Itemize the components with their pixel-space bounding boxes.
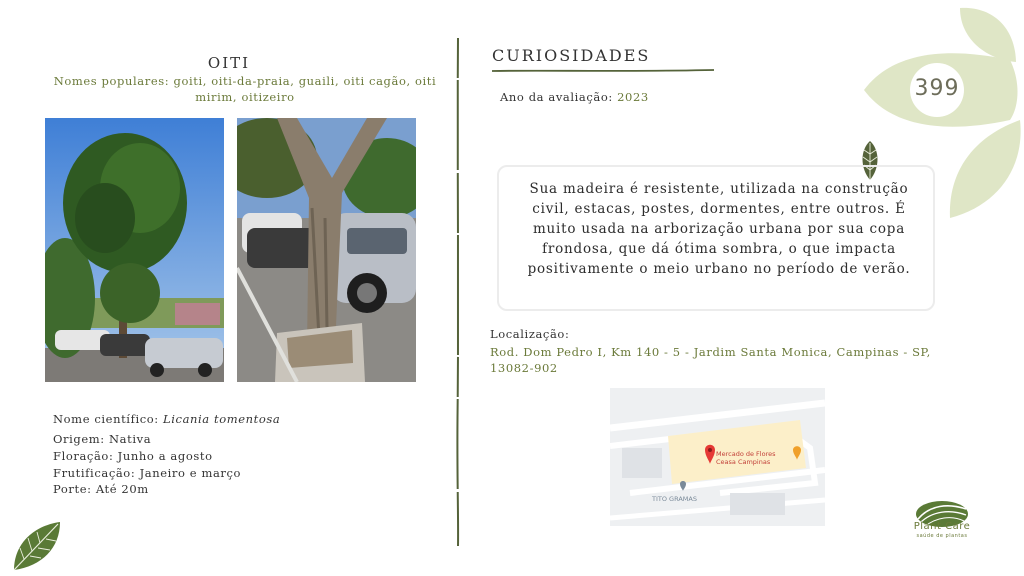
map-place-name: Mercado de Flores <box>716 450 776 458</box>
fruiting: Frutificação: Janeiro e março <box>53 466 242 480</box>
evaluation-year-value: 2023 <box>617 90 649 104</box>
curiosities-title: CURIOSIDADES <box>492 46 651 65</box>
page-number-badge: 399 <box>914 76 960 101</box>
tree-common-name: OITI <box>207 54 251 72</box>
scientific-name: Licania tomentosa <box>163 412 281 426</box>
size: Porte: Até 20m <box>53 482 149 496</box>
evaluation-year-line <box>500 90 649 104</box>
vertical-divider <box>454 38 462 546</box>
leaf-icon <box>10 520 66 572</box>
evaluation-year-label: Ano da avaliação: <box>500 90 618 104</box>
tree-photo-trunk <box>237 118 416 382</box>
location-label: Localização: <box>490 327 570 341</box>
curiosity-text: Sua madeira é resistente, utilizada na construção civil, estacas, postes, dormentes, entre outros. É muito usada na arborização urbana por sua copa frondosa, que dá ótima sombra, o que impacta positivamente o meio urbano no período de verão. <box>527 181 911 277</box>
scientific-name-line <box>53 412 280 426</box>
scientific-name-label: Nome científico: <box>53 412 164 426</box>
location-map[interactable] <box>610 388 825 526</box>
popular-names: Nomes populares: goiti, oiti-da-praia, guaili, oiti cagão, oiti mirim, oitizeiro <box>53 74 437 104</box>
flowering: Floração: Junho a agosto <box>53 449 213 463</box>
logo-tagline: saúde de plantas <box>916 533 968 539</box>
logo-name: Plant Care <box>913 521 971 532</box>
map-place-subtitle: Ceasa Campinas <box>716 458 771 466</box>
title-underline <box>492 68 714 74</box>
tree-photo-full <box>45 118 224 382</box>
map-other-label: TITO GRAMAS <box>652 495 697 503</box>
location-address: Rod. Dom Pedro I, Km 140 - 5 - Jardim Santa Monica, Campinas - SP, 13082-902 <box>490 345 931 375</box>
origin: Origem: Nativa <box>53 432 152 446</box>
